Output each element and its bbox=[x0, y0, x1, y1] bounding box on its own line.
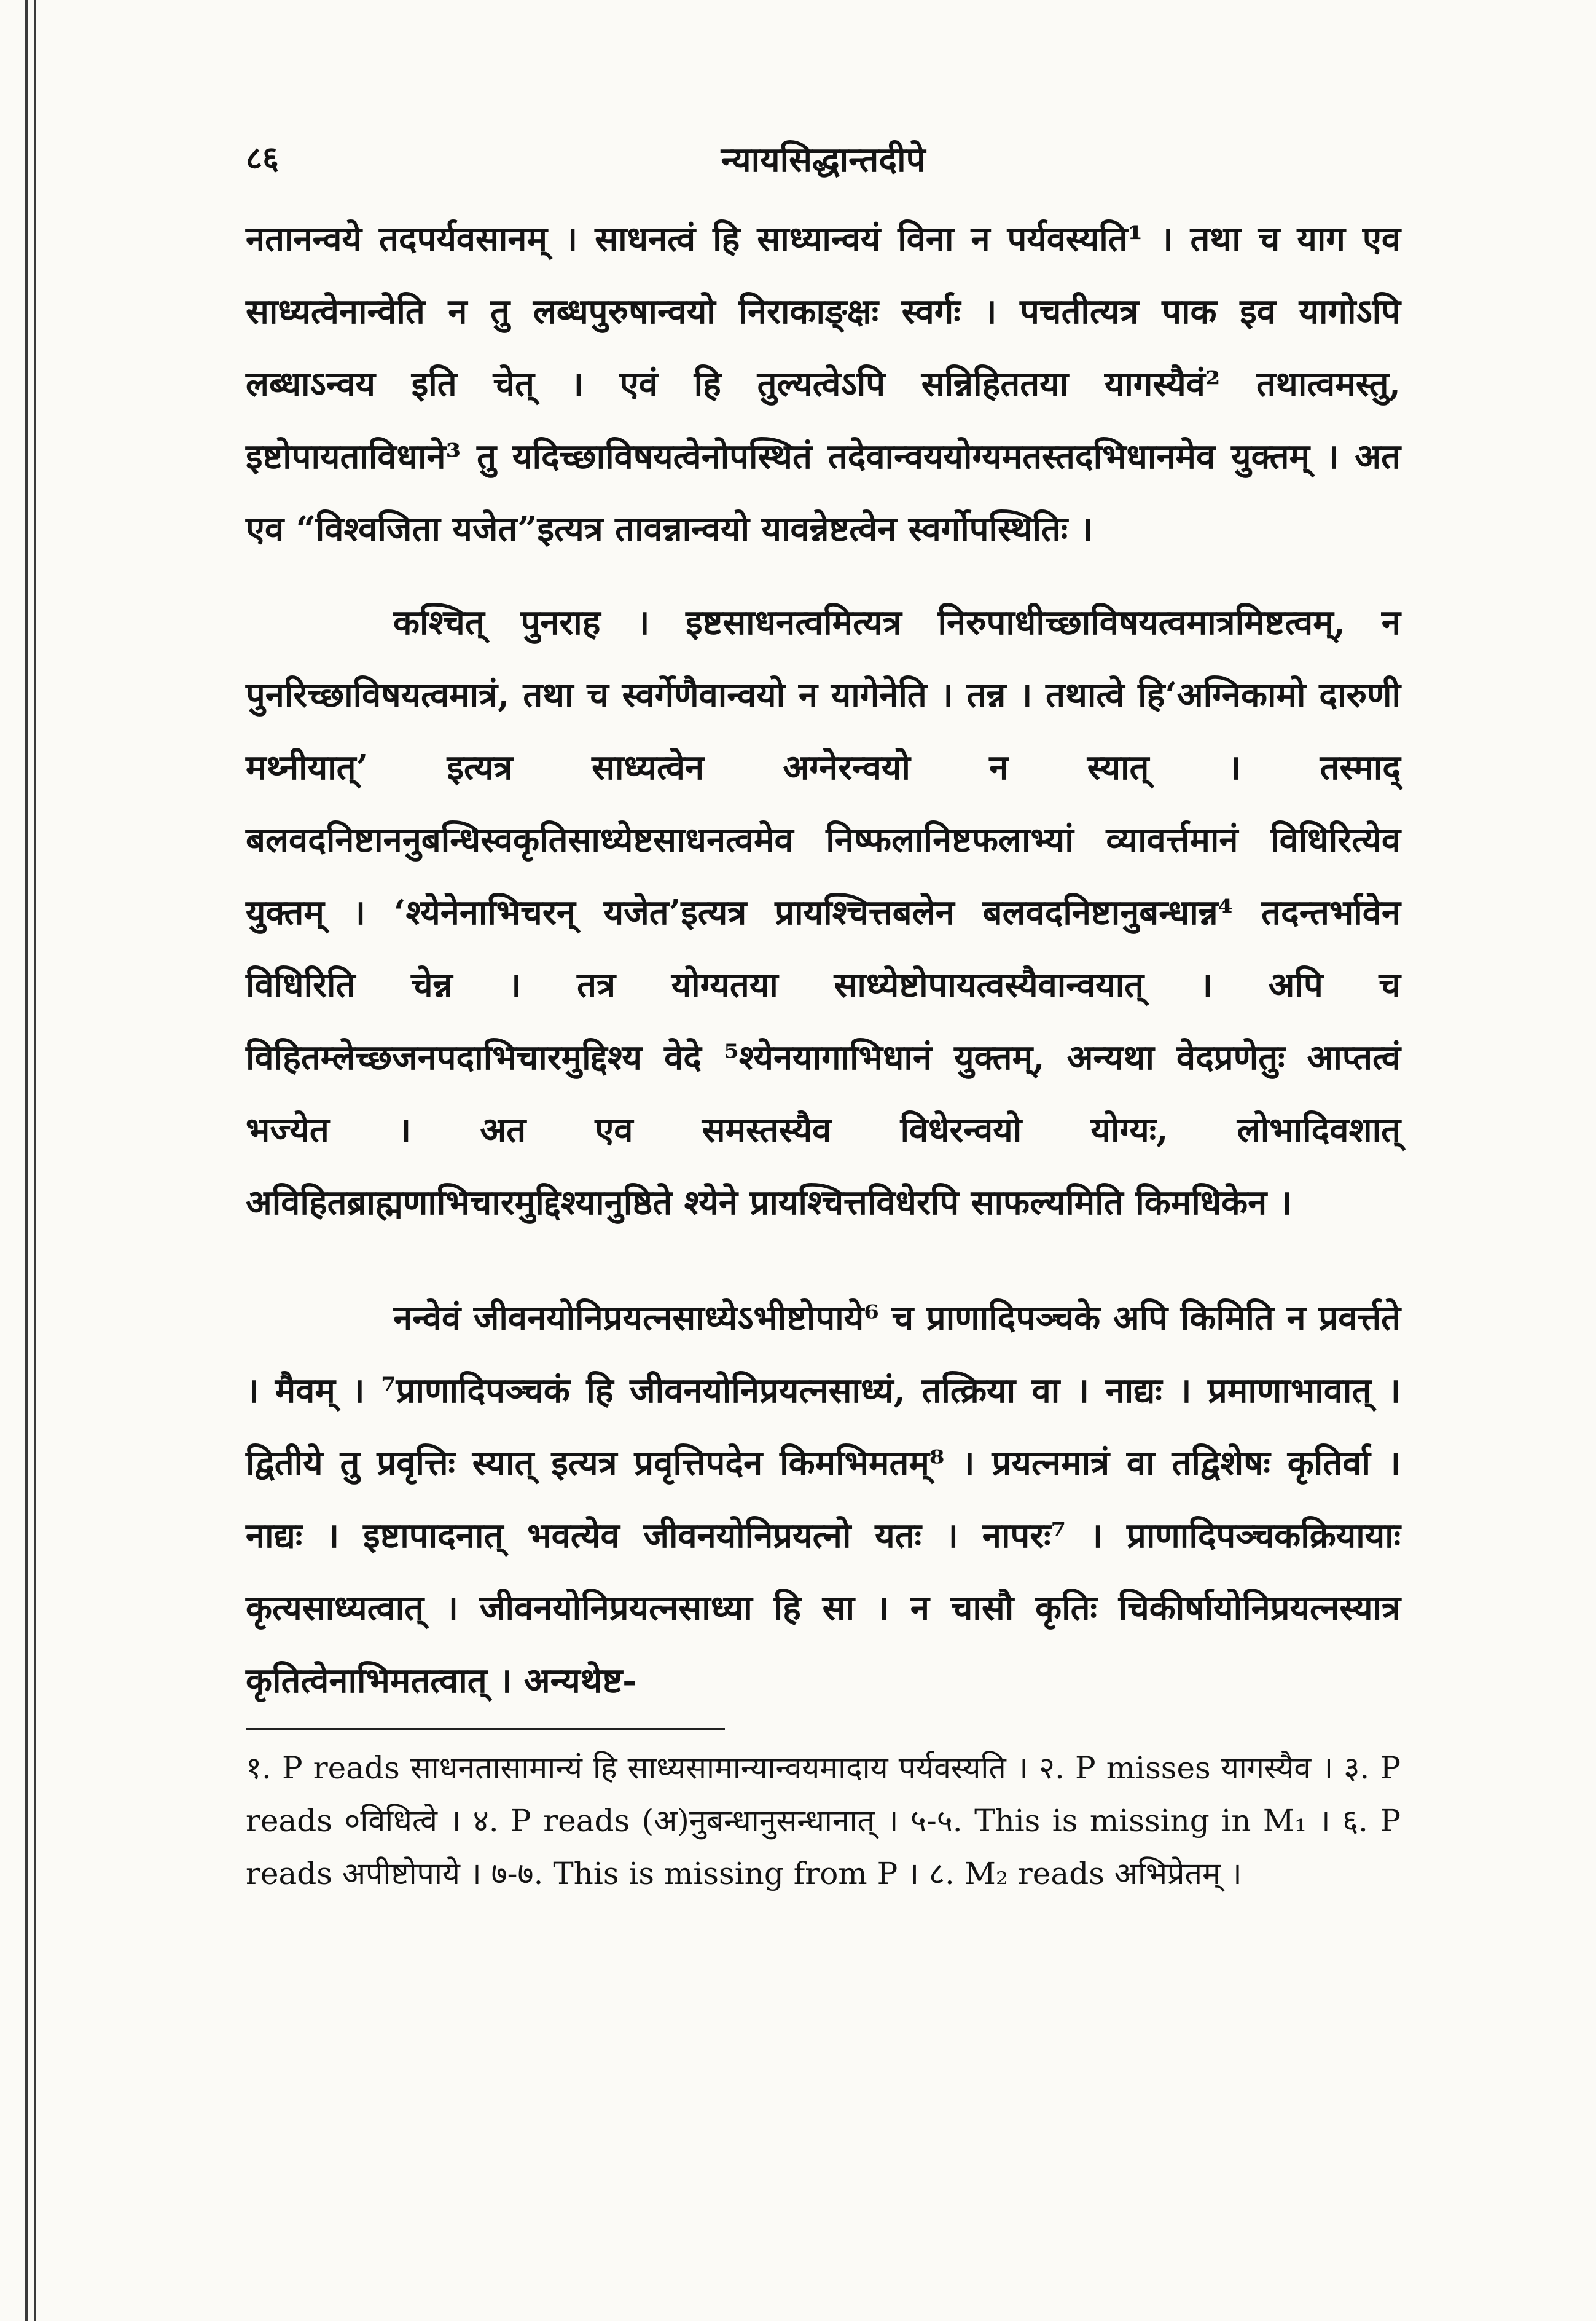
footnotes: १. P reads साधनतासामान्यं हि साध्यसामान्यान्वयमादाय पर्यवस्यति । २. P misses यागस्यैव । ३. P reads ०विधित्वे । ४. P reads (अ)नुबन्धानुसन्धानात् । ५-५. This is missing in M₁ । ६. P reads अपीष्टोपाये । ७-७. This is missing from P । ८. M₂ reads अभिप्रेतम् । bbox=[246, 1750, 1401, 1891]
paragraph-2: कश्चित् पुनराह । इष्टसाधनत्वमित्यत्र निरुपाधीच्छाविषयत्वमात्रमिष्टत्वम्, न पुनरिच्छाविषयत्वमात्रं, तथा च स्वर्गेणैवान्वयो न यागेनेति । तन्न । तथात्वे हि‘अग्निकामो दारुणी मथ्नीयात्’ इत्यत्र साध्यत्वेन अग्नेरन्वयो न स्यात् । तस्माद् बलवदनिष्टाननुबन्धिस्वकृतिसाध्येष्टसाधनत्वमेव निष्फलानिष्टफलाभ्यां व्यावर्त्तमानं विधिरित्येव युक्तम् । ‘श्येनेनाभिचरन् यजेत’इत्यत्र प्रायश्चित्तबलेन बलवदनिष्टानुबन्धान्न⁴ तदन्तर्भावेन विधिरिति चेन्न । तत्र योग्यतया साध्येष्टोपायत्वस्यैवान्वयात् । अपि च विहितम्लेच्छजनपदाभिचारमुद्दिश्य वेदे ⁵श्येनयागाभिधानं युक्तम्, अन्यथा वेदप्रणेतुः आप्तत्वं भज्येत । अत एव समस्तस्यैव विधेरन्वयो योग्यः, लोभादिवशात् अविहितब्राह्मणाभिचारमुद्दिश्यानुष्ठिते श्येने प्रायश्चित्तविधेरपि साफल्यमिति किमधिकेन । bbox=[246, 602, 1401, 1223]
binding-line-left bbox=[25, 0, 28, 2321]
paragraph-1: नतानन्वये तदपर्यवसानम् । साधनत्वं हि साध्यान्वयं विना न पर्यवस्यति¹ । तथा च याग एव साध्यत्वेनान्वेति न तु लब्धपुरुषान्वयो निराकाङ्क्षः स्वर्गः । पचतीत्यत्र पाक इव यागोऽपि लब्धाऽन्वय इति चेत् । एवं हि तुल्यत्वेऽपि सन्निहिततया यागस्यैवं² तथात्वमस्तु, इष्टोपायताविधाने³ तु यदिच्छाविषयत्वेनोपस्थितं तदेवान्वययोग्यमतस्तदभिधानमेव युक्तम् । अत एव “विश्वजिता यजेत”इत्यत्र तावन्नान्वयो यावन्नेष्टत्वेन स्वर्गोपस्थितिः । bbox=[246, 219, 1401, 549]
page-number: ८६ bbox=[246, 139, 280, 177]
book-page bbox=[246, 135, 1401, 1900]
paragraph-3: नन्वेवं जीवनयोनिप्रयत्नसाध्येऽभीष्टोपाये⁶ च प्राणादिपञ्चके अपि किमिति न प्रवर्त्तते । मैवम् । ⁷प्राणादिपञ्चकं हि जीवनयोनिप्रयत्नसाध्यं, तत्क्रिया वा । नाद्यः । प्रमाणाभावात् । द्वितीये तु प्रवृत्तिः स्यात् इत्यत्र प्रवृत्तिपदेन किमभिमतम्⁸ । प्रयत्नमात्रं वा तद्विशेषः कृतिर्वा । नाद्यः । इष्टापादनात् भवत्येव जीवनयोनिप्रयत्नो यतः । नापरः⁷ । प्राणादिपञ्चकक्रियायाः कृत्यसाध्यत्वात् । जीवनयोनिप्रयत्नसाध्या हि सा । न चासौ कृतिः चिकीर्षायोनिप्रयत्नस्यात्र कृतित्वेनाभिमतत्वात् । अन्यथेष्ट- bbox=[246, 1298, 1401, 1701]
footnote-rule bbox=[246, 1728, 725, 1730]
running-title: न्यायसिद्धान्तदीपे bbox=[721, 139, 926, 180]
page-header bbox=[246, 135, 1401, 203]
binding-line-right bbox=[34, 0, 36, 2321]
